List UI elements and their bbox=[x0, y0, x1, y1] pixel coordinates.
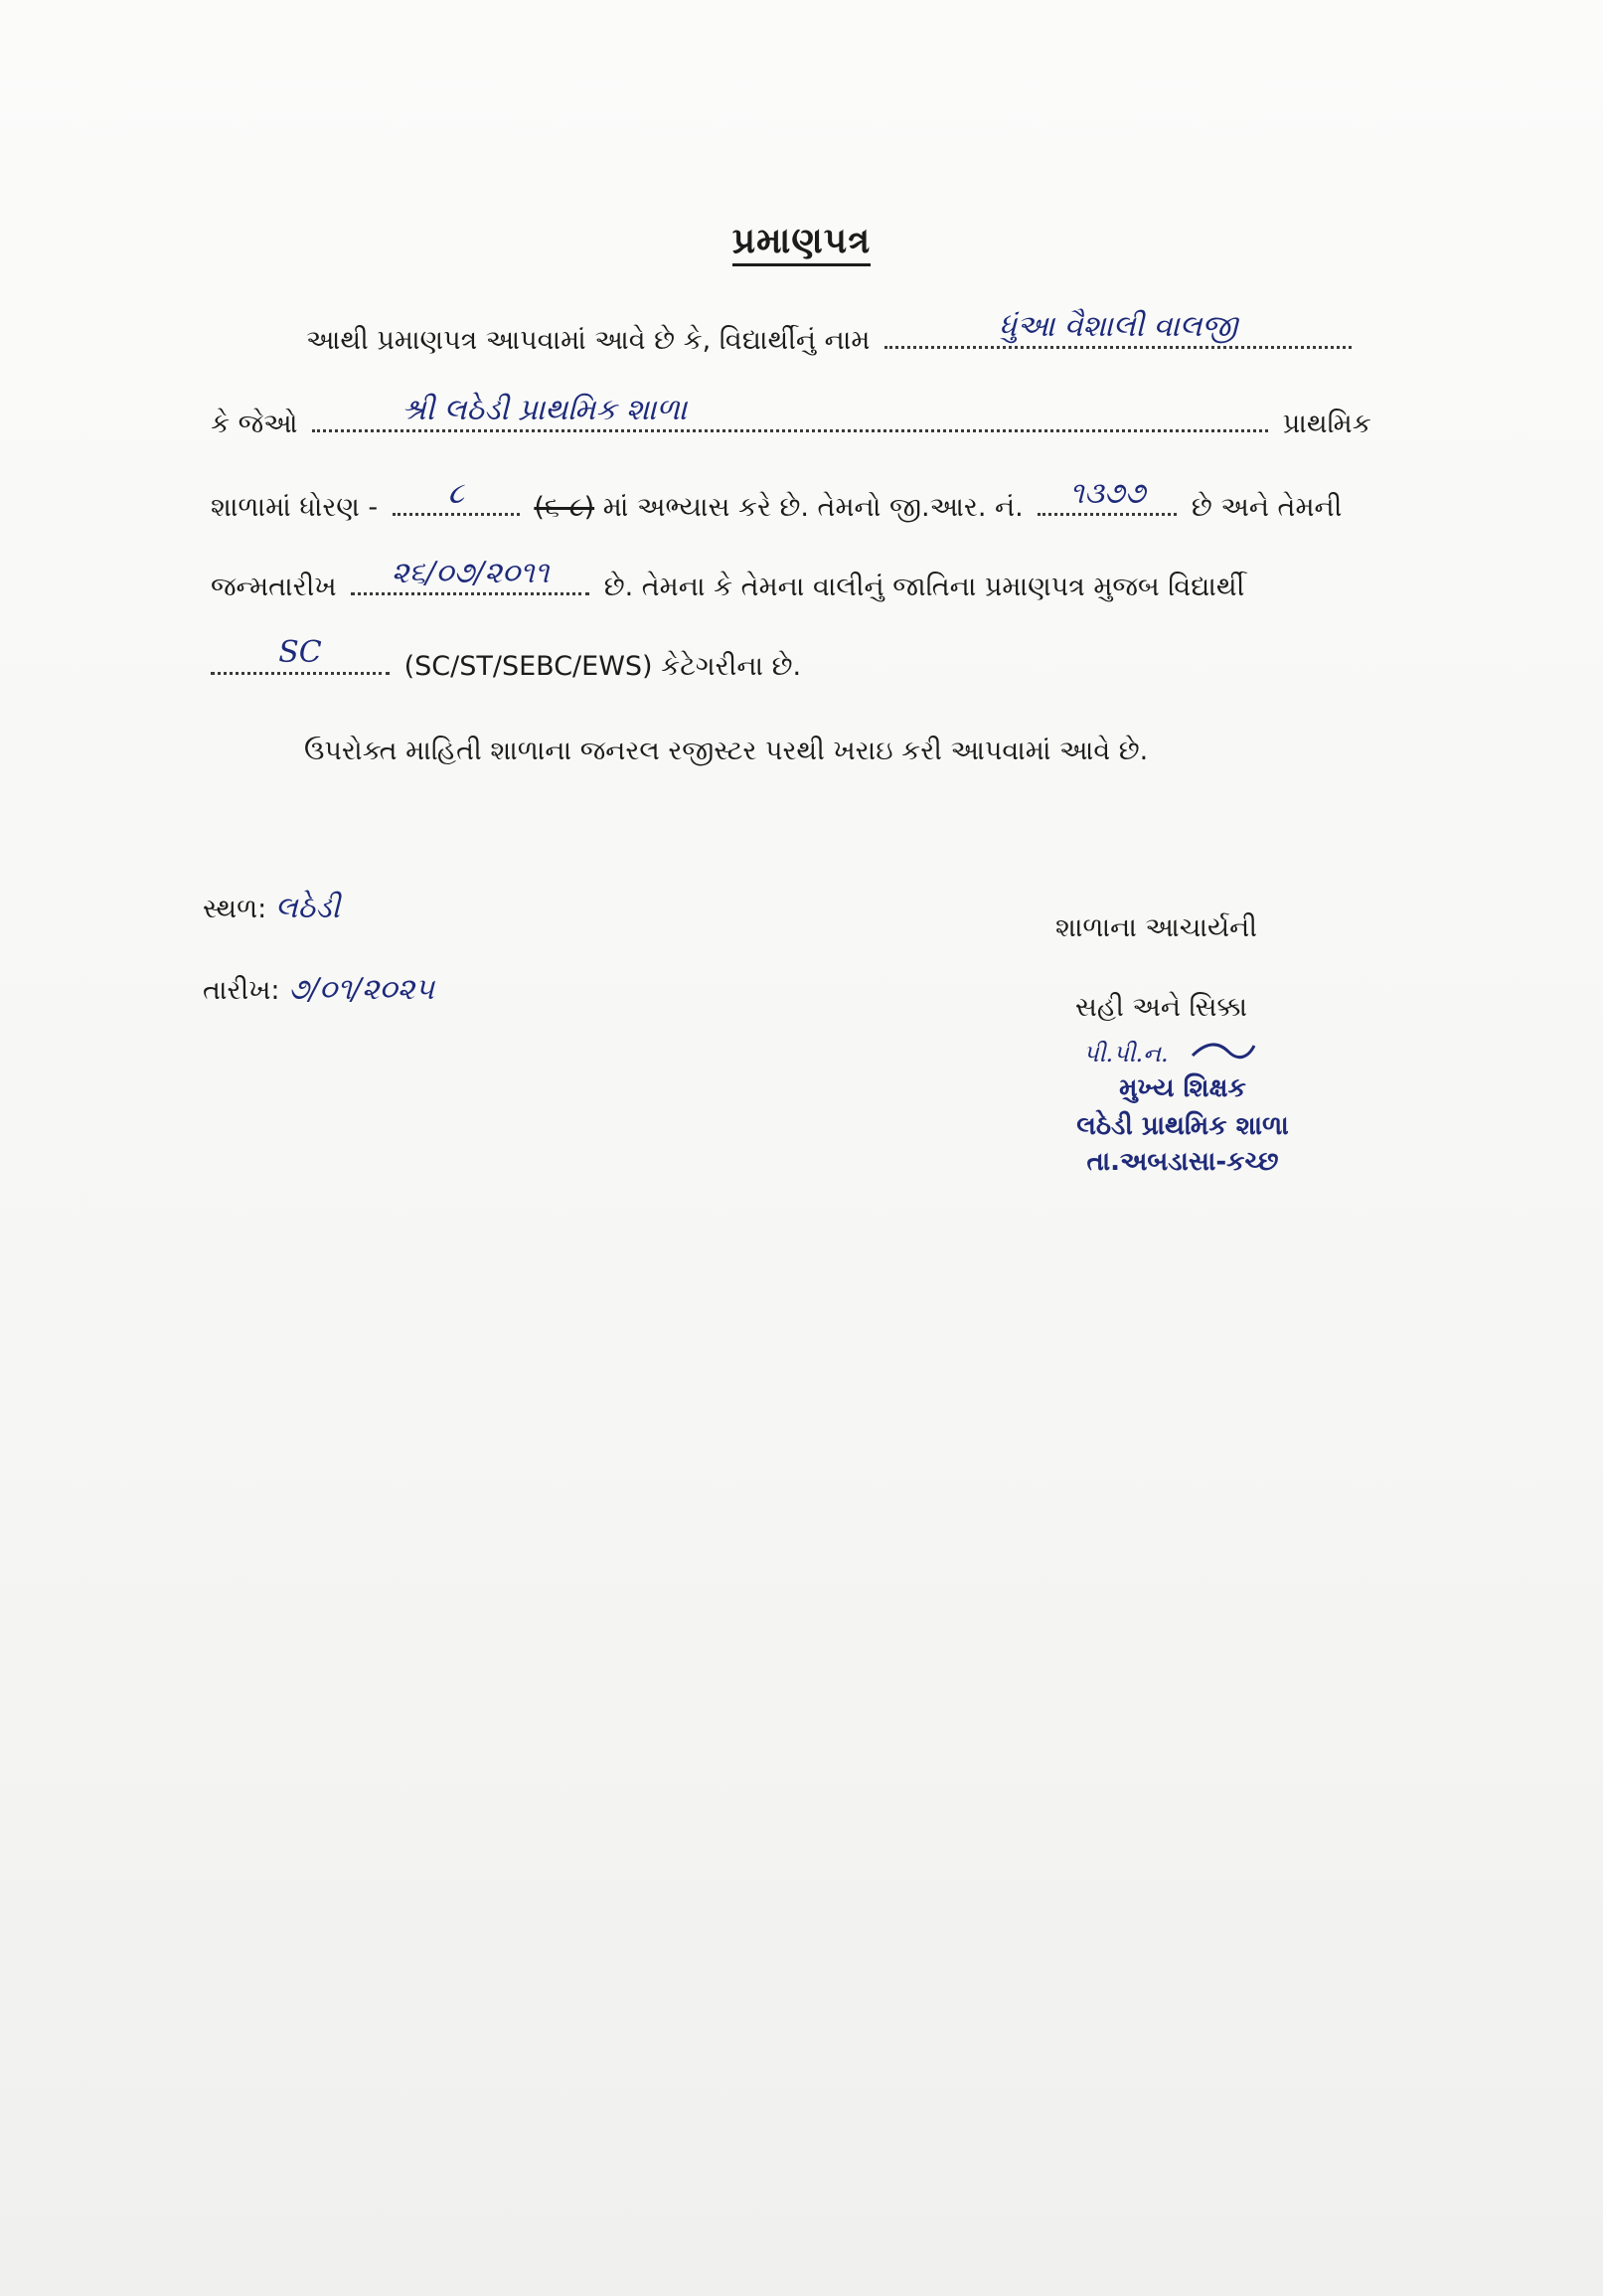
body-line-2 bbox=[211, 393, 1371, 440]
birth-date-field bbox=[351, 556, 589, 595]
student-name-value: ધુંઆ વૈશાલી વાલજી bbox=[999, 309, 1237, 344]
standard-value: ૮ bbox=[447, 476, 464, 511]
school-name-value: શ્રી લઠેડી પ્રાથમિક શાળા bbox=[401, 393, 688, 427]
body-line-1 bbox=[306, 309, 1358, 357]
stamp-line-1: મુખ્ય શિક્ષક bbox=[1119, 1073, 1246, 1103]
place-label: સ્થળ: bbox=[203, 894, 267, 924]
closing-statement: ઉપરોક્ત માહિતી શાળાના જનરલ રજીસ્ટર પરથી ખરાઇ કરી આપવામાં આવે છે. bbox=[304, 736, 1149, 766]
line4-prefix: જન્મતારીખ bbox=[211, 572, 337, 602]
line3-prefix: શાળામાં ધોરણ - bbox=[211, 492, 379, 523]
birth-date-value: ૨૬/૦૭/૨૦૧૧ bbox=[391, 556, 550, 590]
line3-middle: માં અભ્યાસ કરે છે. તેમનો જી.આર. નં. bbox=[602, 492, 1024, 523]
place-row bbox=[203, 891, 340, 925]
date-row bbox=[203, 972, 434, 1007]
signature-heading: શાળાના આચાર્યની bbox=[1055, 912, 1257, 943]
body-line-5 bbox=[211, 635, 802, 683]
category-field bbox=[211, 635, 390, 675]
document-title: પ્રમાણપત્ર bbox=[0, 221, 1603, 262]
stamp-line-2: લઠેડી પ્રાથમિક શાળા bbox=[1076, 1111, 1289, 1141]
line2-prefix: કે જેઓ bbox=[211, 409, 298, 439]
struck-standard-range: (૬-૮) bbox=[534, 492, 595, 523]
body-line-4 bbox=[211, 556, 1245, 603]
body-line-3 bbox=[211, 476, 1343, 524]
line2-suffix: પ્રાથમિક bbox=[1282, 409, 1371, 439]
place-value: લઠેડી bbox=[274, 891, 341, 925]
stamp-line-3: તા.અબડાસા-કચ્છ bbox=[1086, 1147, 1279, 1177]
line3-suffix: છે અને તેમની bbox=[1191, 492, 1343, 523]
handwritten-signature: પી.પી.ન. bbox=[1083, 1040, 1169, 1067]
gr-number-field bbox=[1038, 476, 1177, 516]
student-name-field bbox=[884, 309, 1352, 349]
line4-suffix: છે. તેમના કે તેમના વાલીનું જાતિના પ્રમાણપત્ર મુજબ વિદ્યાર્થી bbox=[603, 572, 1245, 602]
gr-number-value: ૧૩૭૭ bbox=[1069, 476, 1146, 511]
line5-suffix: (SC/ST/SEBC/EWS) કેટેગરીના છે. bbox=[403, 651, 802, 682]
standard-field bbox=[393, 476, 520, 516]
category-value: SC bbox=[278, 635, 322, 670]
signature-flourish-icon bbox=[1189, 1038, 1258, 1064]
date-value: ૭/૦૧/૨૦૨૫ bbox=[288, 972, 434, 1007]
line1-text: આથી પ્રમાણપત્ર આપવામાં આવે છે કે, વિદ્યાર્થીનું નામ bbox=[306, 325, 871, 356]
date-label: તારીખ: bbox=[203, 975, 280, 1006]
school-name-field bbox=[312, 393, 1268, 432]
signature-subheading: સહી અને સિક્કા bbox=[1075, 992, 1247, 1023]
